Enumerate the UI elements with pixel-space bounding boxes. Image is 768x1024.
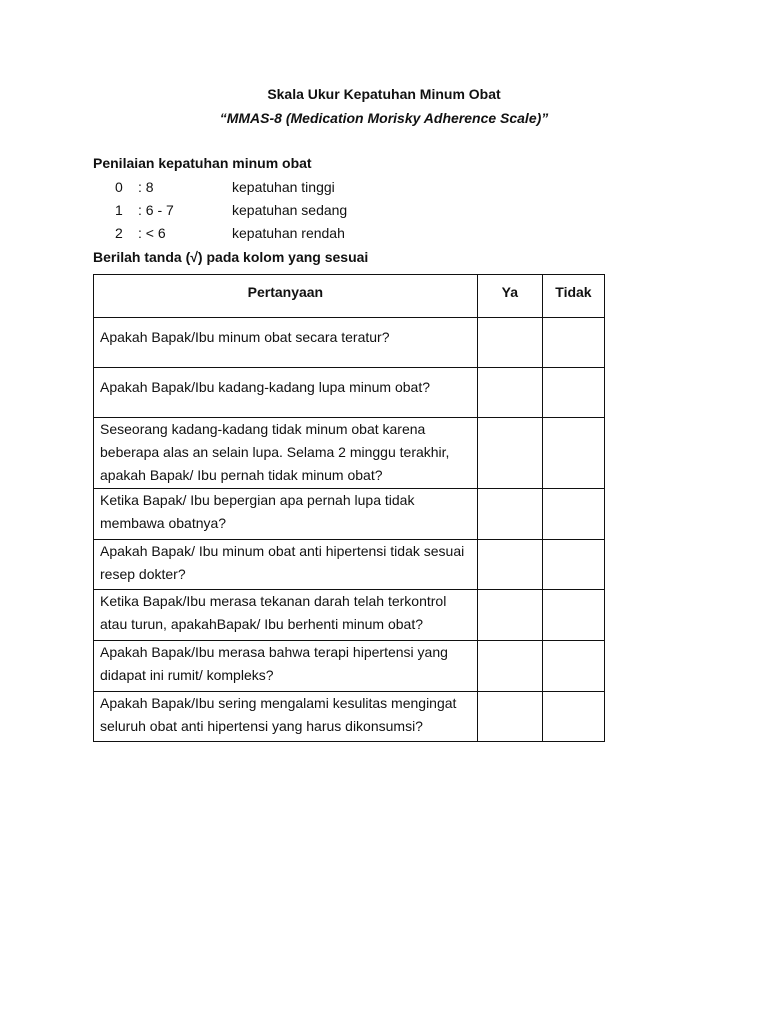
page-subtitle: “MMAS-8 (Medication Morisky Adherence Scale)”: [219, 110, 549, 126]
score-row-high: [0, 179, 768, 199]
score-range: : 6 - 7: [138, 202, 174, 218]
question-text: Apakah Bapak/Ibu sering mengalami kesulitas mengingat seluruh obat anti hipertensi yang harus dikonsumsi?: [94, 692, 478, 742]
no-checkbox-cell[interactable]: [542, 540, 604, 590]
header-no: Tidak: [542, 275, 604, 318]
yes-checkbox-cell[interactable]: [477, 692, 542, 742]
table-row: [94, 489, 605, 540]
table-row: [94, 590, 605, 641]
table-header-row: [94, 275, 605, 318]
no-checkbox-cell[interactable]: [542, 368, 604, 418]
yes-checkbox-cell[interactable]: [477, 318, 542, 368]
score-number: 1: [115, 202, 123, 218]
page-title: Skala Ukur Kepatuhan Minum Obat: [267, 86, 501, 102]
question-text: Ketika Bapak/Ibu merasa tekanan darah telah terkontrol atau turun, apakahBapak/ Ibu berhenti minum obat?: [94, 590, 478, 641]
no-checkbox-cell[interactable]: [542, 692, 604, 742]
table-row: [94, 641, 605, 692]
score-row-medium: [0, 202, 768, 222]
question-text: Apakah Bapak/Ibu minum obat secara teratur?: [94, 318, 478, 368]
questionnaire-table: [93, 274, 605, 742]
no-checkbox-cell[interactable]: [542, 489, 604, 540]
score-row-low: [0, 225, 768, 245]
score-number: 2: [115, 225, 123, 241]
question-text: Apakah Bapak/Ibu merasa bahwa terapi hipertensi yang didapat ini rumit/ kompleks?: [94, 641, 478, 692]
score-number: 0: [115, 179, 123, 195]
no-checkbox-cell[interactable]: [542, 590, 604, 641]
scoring-heading: Penilaian kepatuhan minum obat: [93, 155, 312, 171]
yes-checkbox-cell[interactable]: [477, 489, 542, 540]
no-checkbox-cell[interactable]: [542, 418, 604, 489]
score-range: : 8: [138, 179, 154, 195]
no-checkbox-cell[interactable]: [542, 318, 604, 368]
table-row: [94, 692, 605, 742]
no-checkbox-cell[interactable]: [542, 641, 604, 692]
yes-checkbox-cell[interactable]: [477, 590, 542, 641]
score-label: kepatuhan rendah: [232, 225, 345, 241]
table-row: [94, 318, 605, 368]
question-text: Apakah Bapak/ Ibu minum obat anti hipertensi tidak sesuai resep dokter?: [94, 540, 478, 590]
header-question: Pertanyaan: [94, 275, 478, 318]
score-label: kepatuhan sedang: [232, 202, 348, 218]
table-row: [94, 540, 605, 590]
question-text: Ketika Bapak/ Ibu bepergian apa pernah lupa tidak membawa obatnya?: [94, 489, 478, 540]
score-label: kepatuhan tinggi: [232, 179, 335, 195]
table-row: [94, 418, 605, 489]
yes-checkbox-cell[interactable]: [477, 641, 542, 692]
question-text: Seseorang kadang-kadang tidak minum obat karena beberapa alas an selain lupa. Selama 2 minggu terakhir, apakah Bapak/ Ibu pernah tidak minum obat?: [94, 418, 478, 489]
yes-checkbox-cell[interactable]: [477, 368, 542, 418]
header-yes: Ya: [477, 275, 542, 318]
question-text: Apakah Bapak/Ibu kadang-kadang lupa minum obat?: [94, 368, 478, 418]
score-range: : < 6: [138, 225, 166, 241]
yes-checkbox-cell[interactable]: [477, 418, 542, 489]
instruction-text: Berilah tanda (√) pada kolom yang sesuai: [93, 249, 369, 265]
yes-checkbox-cell[interactable]: [477, 540, 542, 590]
table-row: [94, 368, 605, 418]
